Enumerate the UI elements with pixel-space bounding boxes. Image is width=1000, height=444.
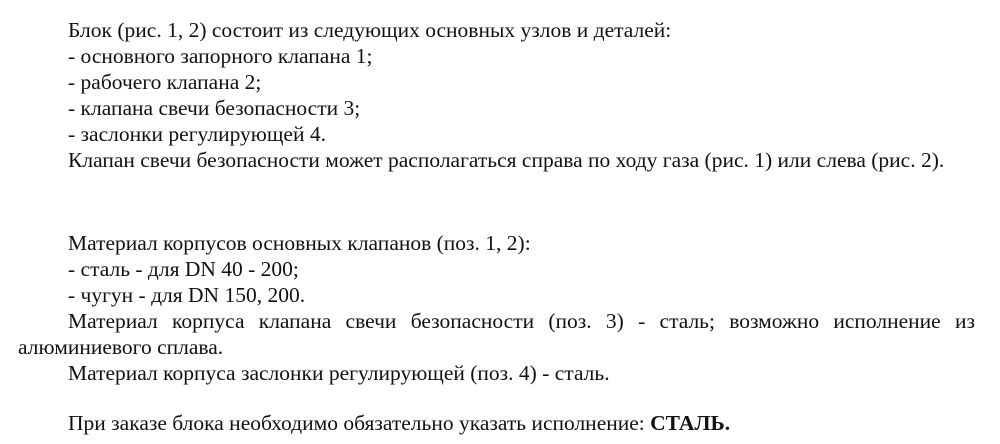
valve-body-paragraph: Материал корпуса клапана свечи безопасности (поз. 3) - сталь; возможно исполнение из алюминиевого сплава. (18, 309, 975, 359)
list-item-material: - сталь - для DN 40 - 200; (68, 257, 299, 281)
damper-paragraph: Материал корпуса заслонки регулирующей (поз. 4) - сталь. (68, 361, 610, 385)
order-paragraph (68, 410, 730, 436)
list-item-part: - основного запорного клапана 1; (68, 44, 373, 68)
list-item-part: - заслонки регулирующей 4. (68, 122, 326, 146)
order-value: СТАЛЬ. (650, 411, 731, 435)
list-item-material: - чугун - для DN 150, 200. (68, 283, 306, 307)
material-heading: Материал корпусов основных клапанов (поз. 1, 2): (68, 231, 531, 255)
list-item-part: - клапана свечи безопасности 3; (68, 96, 361, 120)
order-text: При заказе блока необходимо обязательно указать исполнение: (68, 411, 651, 435)
position-paragraph: Клапан свечи безопасности может располагаться справа по ходу газа (рис. 1) или слева (рис. 2). (68, 148, 945, 172)
list-item-part: - рабочего клапана 2; (68, 70, 262, 94)
intro-line: Блок (рис. 1, 2) состоит из следующих основных узлов и деталей: (68, 18, 672, 42)
